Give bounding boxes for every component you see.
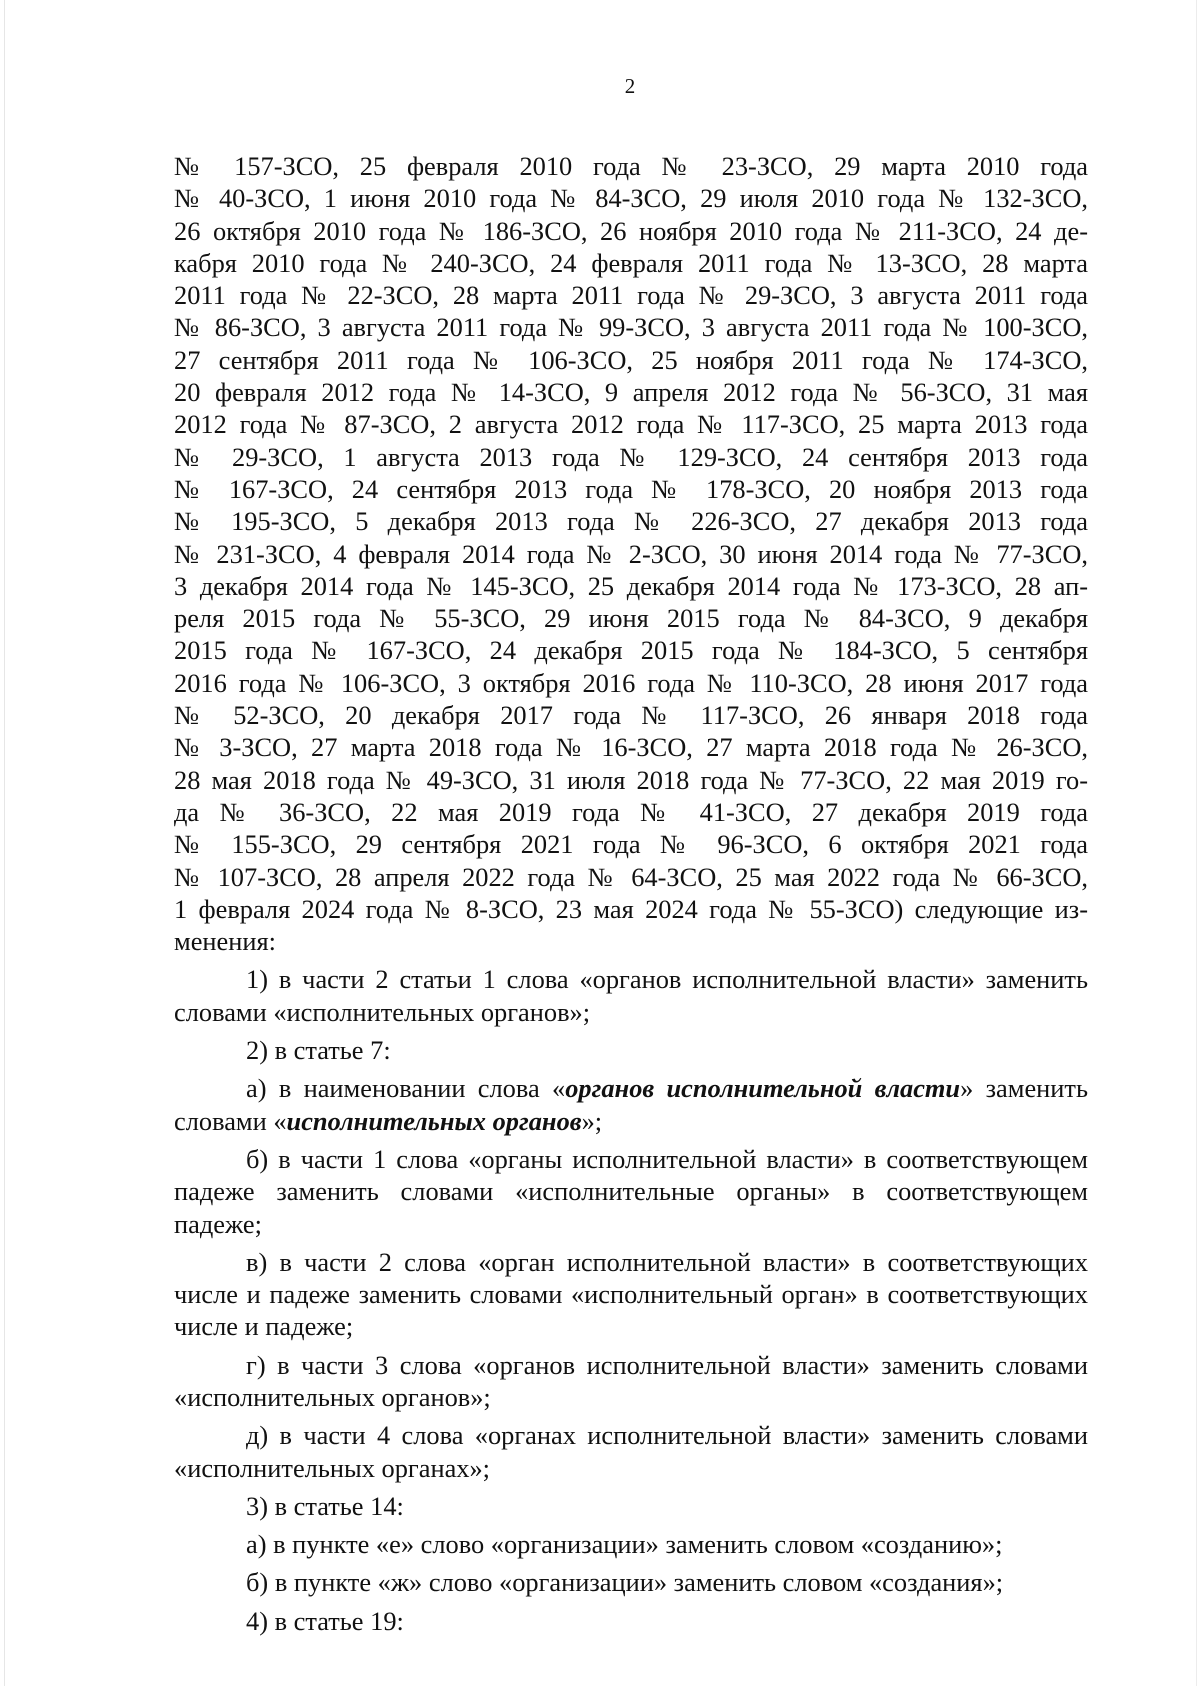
scan-edge-right <box>1196 0 1197 1686</box>
item-3: 3) в статье 14: <box>246 1490 404 1521</box>
item-3a: а) в пункте «е» слово «организации» заменить словом «созданию»; <box>246 1529 1003 1560</box>
intro-line: 20 февраля 2012 года № 14-ЗСО, 9 апреля 2012 года № 56-ЗСО, 31 мая <box>174 377 1088 408</box>
item-4: 4) в статье 19: <box>246 1605 404 1636</box>
intro-line: 27 сентября 2011 года № 106-ЗСО, 25 ноября 2011 года № 174-ЗСО, <box>174 344 1088 375</box>
intro-line: № 195-ЗСО, 5 декабря 2013 года № 226-ЗСО, 27 декабря 2013 года <box>174 506 1088 537</box>
item-2b: б) в части 1 слова «органы исполнительной власти» в соответствующем падеже заменить словами «исполнительные органы» в соответствующем падеже; <box>174 1143 1088 1239</box>
item-3b: б) в пункте «ж» слово «организации» заменить словом «создания»; <box>246 1567 1004 1598</box>
page-number: 2 <box>624 74 636 98</box>
item-1: 1) в части 2 статьи 1 слова «органов исполнительной власти» заменить словами «исполнительных органов»; <box>174 964 1088 1027</box>
intro-line: № 29-ЗСО, 1 августа 2013 года № 129-ЗСО, 24 сентября 2013 года <box>174 441 1088 472</box>
intro-line: № 167-ЗСО, 24 сентября 2013 года № 178-ЗСО, 20 ноября 2013 года <box>174 473 1088 504</box>
item-2a <box>174 1072 1088 1137</box>
intro-line: менения: <box>174 926 276 957</box>
item-2a-emphasis-1: органов исполнительной власти <box>565 1073 961 1104</box>
intro-line: № 155-ЗСО, 29 сентября 2021 года № 96-ЗСО, 6 октября 2021 года <box>174 829 1088 860</box>
intro-line: 2011 года № 22-ЗСО, 28 марта 2011 года № 29-ЗСО, 3 августа 2011 года <box>174 280 1088 311</box>
intro-line: реля 2015 года № 55-ЗСО, 29 июня 2015 года № 84-ЗСО, 9 декабря <box>174 603 1088 634</box>
item-2: 2) в статье 7: <box>246 1035 391 1066</box>
amendment-references-paragraph <box>174 150 1088 957</box>
document-body <box>174 150 1088 1637</box>
intro-line: № 40-ЗСО, 1 июня 2010 года № 84-ЗСО, 29 июля 2010 года № 132-ЗСО, <box>174 183 1088 214</box>
intro-line: № 157-ЗСО, 25 февраля 2010 года № 23-ЗСО, 29 марта 2010 года <box>174 151 1088 181</box>
intro-line: № 231-ЗСО, 4 февраля 2014 года № 2-ЗСО, 30 июня 2014 года № 77-ЗСО, <box>174 538 1088 569</box>
intro-line: № 52-ЗСО, 20 декабря 2017 года № 117-ЗСО, 26 января 2018 года <box>174 700 1088 731</box>
item-2a-emphasis-2: исполнительных органов <box>286 1105 582 1136</box>
item-2a-text-1: а) в наименовании слова « <box>246 1073 566 1104</box>
intro-line: 2012 года № 87-ЗСО, 2 августа 2012 года № 117-ЗСО, 25 марта 2013 года <box>174 409 1088 440</box>
item-2v: в) в части 2 слова «орган исполнительной власти» в соответствующих числе и падеже заменить словами «исполнительный орган» в соответствующих числе и падеже; <box>174 1246 1088 1342</box>
scan-edge-left <box>4 0 5 1686</box>
item-2d: д) в части 4 слова «органах исполнительной власти» заменить словами «исполнительных органах»; <box>174 1420 1088 1483</box>
intro-line: 2016 года № 106-ЗСО, 3 октября 2016 года № 110-ЗСО, 28 июня 2017 года <box>174 667 1088 698</box>
intro-line: № 107-ЗСО, 28 апреля 2022 года № 64-ЗСО, 25 мая 2022 года № 66-ЗСО, <box>174 861 1088 892</box>
intro-line: 26 октября 2010 года № 186-ЗСО, 26 ноября 2010 года № 211-ЗСО, 24 де- <box>174 215 1088 246</box>
intro-line: кабря 2010 года № 240-ЗСО, 24 февраля 2011 года № 13-ЗСО, 28 марта <box>174 247 1088 278</box>
intro-line: № 86-ЗСО, 3 августа 2011 года № 99-ЗСО, 3 августа 2011 года № 100-ЗСО, <box>174 312 1088 343</box>
intro-line: да № 36-ЗСО, 22 мая 2019 года № 41-ЗСО, 27 декабря 2019 года <box>174 796 1088 827</box>
item-2g: г) в части 3 слова «органов исполнительной власти» заменить словами «исполнительных органов»; <box>174 1349 1088 1412</box>
item-2a-text-3: »; <box>581 1105 603 1136</box>
item-2a-text-2: » заменить словами « <box>174 1073 1088 1136</box>
intro-line: 3 декабря 2014 года № 145-ЗСО, 25 декабря 2014 года № 173-ЗСО, 28 ап- <box>174 570 1088 601</box>
intro-line: 28 мая 2018 года № 49-ЗСО, 31 июля 2018 года № 77-ЗСО, 22 мая 2019 го- <box>174 764 1088 795</box>
intro-line: 1 февраля 2024 года № 8-ЗСО, 23 мая 2024 года № 55-ЗСО) следующие из- <box>174 893 1088 924</box>
intro-line: № 3-ЗСО, 27 марта 2018 года № 16-ЗСО, 27 марта 2018 года № 26-ЗСО, <box>174 732 1088 763</box>
intro-line: 2015 года № 167-ЗСО, 24 декабря 2015 года № 184-ЗСО, 5 сентября <box>174 635 1088 666</box>
